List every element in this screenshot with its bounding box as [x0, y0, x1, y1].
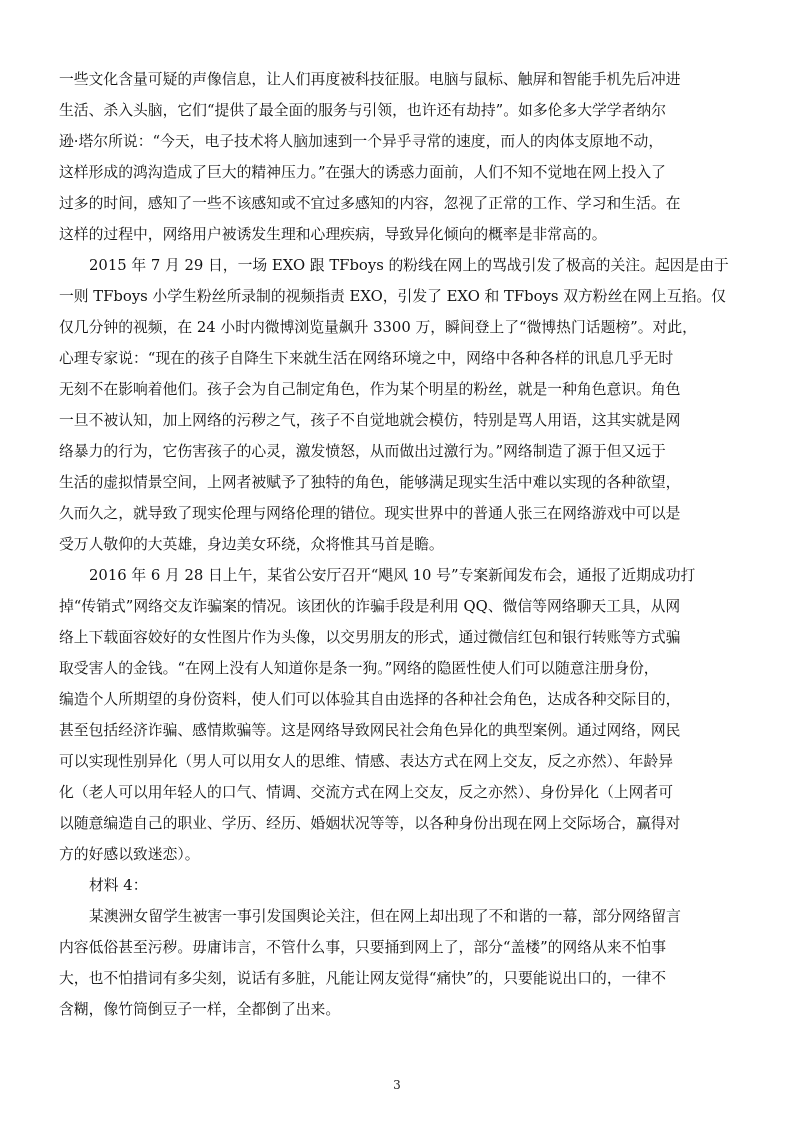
text-line: 大，也不怕措词有多尖刻，说话有多脏，凡能让网友觉得“痛快”的，只要能说出口的，一律不 [59, 970, 667, 987]
text-line: 心理专家说：“现在的孩子自降生下来就生活在网络环境之中，网络中各种各样的讯息几乎无时 [59, 350, 674, 367]
text-line: 一则 TFboys 小学生粉丝所录制的视频指责 EXO，引发了 EXO 和 TFboys 双方粉丝在网上互掐。仅 [59, 288, 726, 305]
text-line: 方的好感以致迷恋）。 [59, 846, 200, 863]
section-heading: 材料 4： [89, 877, 148, 894]
text-line: 逊·塔尔所说：“今天，电子技术将人脑加速到一个异乎寻常的速度，而人的肉体支原地不动， [59, 133, 664, 150]
text-line: 含糊，像竹筒倒豆子一样，全都倒了出来。 [59, 1001, 341, 1018]
text-line: 这样的过程中，网络用户被诱发生理和心理疾病，导致异化倾向的概率是非常高的。 [59, 226, 607, 243]
text-line: 编造个人所期望的身份资料，使人们可以体验其自由选择的各种社会角色，达成各种交际目的， [59, 691, 681, 708]
text-line: 一旦不被认知，加上网络的污秽之气，孩子不自觉地就会模仿，特别是骂人用语，这其实就是网 [59, 412, 681, 429]
body-text [59, 64, 739, 1025]
text-line: 久而久之，就导致了现实伦理与网络伦理的错位。现实世界中的普通人张三在网络游戏中可以是 [59, 505, 681, 522]
text-line: 络上下载面容姣好的女性图片作为头像，以交男朋友的形式，通过微信红包和银行转账等方式骗 [59, 629, 681, 646]
paragraph-start-line: 2015 年 7 月 29 日，一场 EXO 跟 TFboys 的粉线在网上的骂战引发了极高的关注。起因是由于 [89, 257, 729, 274]
text-line: 受万人敬仰的大英雄，身边美女环绕，众将惟其马首是瞻。 [59, 536, 444, 553]
text-line: 仅几分钟的视频，在 24 小时内微博浏览量飙升 3300 万，瞬间登上了“微博热门话题榜”。对此， [59, 319, 697, 336]
text-line: 内容低俗甚至污秽。毋庸讳言，不管什么事，只要捅到网上了，部分“盖楼”的网络从来不怕事 [59, 939, 667, 956]
text-line: 掉“传销式”网络交友诈骗案的情况。该团伙的诈骗手段是利用 QQ、微信等网络聊天工具，从网 [59, 598, 681, 615]
text-line: 可以实现性别异化（男人可以用女人的思维、情感、表达方式在网上交友，反之亦然）、年龄异 [59, 753, 674, 770]
page-number: 3 [393, 1078, 401, 1092]
text-line: 甚至包括经济诈骗、感情欺骗等。这是网络导致网民社会角色异化的典型案例。通过网络，网民 [59, 722, 681, 739]
text-line: 一些文化含量可疑的声像信息，让人们再度被科技征服。电脑与鼠标、触屏和智能手机先后冲进 [59, 71, 681, 88]
text-line: 生活的虚拟情景空间，上网者被赋予了独特的角色，能够满足现实生活中难以实现的各种欲望， [59, 474, 681, 491]
paragraph-start-line: 某澳洲女留学生被害一事引发国舆论关注，但在网上却出现了不和谐的一幕，部分网络留言 [89, 908, 681, 925]
text-line: 这样形成的鸿沟造成了巨大的精神压力。”在强大的诱惑力面前，人们不知不觉地在网上投入了 [59, 164, 666, 181]
text-line: 过多的时间，感知了一些不该感知或不宜过多感知的内容，忽视了正常的工作、学习和生活。在 [59, 195, 681, 212]
text-line: 无刻不在影响着他们。孩子会为自己制定角色，作为某个明星的粉丝，就是一种角色意识。角色 [59, 381, 681, 398]
text-line: 取受害人的金钱。“在网上没有人知道你是条一狗。”网络的隐匿性使人们可以随意注册身份， [59, 660, 659, 677]
text-line: 以随意编造自己的职业、学历、经历、婚姻状况等等，以各种身份出现在网上交际场合，赢得对 [59, 815, 681, 832]
text-line: 络暴力的行为，它伤害孩子的心灵，激发愤怒，从而做出过激行为。”网络制造了源于但又远于 [59, 443, 666, 460]
text-line: 化（老人可以用年轻人的口气、情调、交流方式在网上交友，反之亦然）、身份异化（上网者可 [59, 784, 674, 801]
text-line: 生活、杀入头脑，它们“提供了最全面的服务与引领，也许还有劫持”。如多伦多大学学者纳尔 [59, 102, 667, 119]
paragraph-start-line: 2016 年 6 月 28 日上午，某省公安厅召开“飓风 10 号”专案新闻发布会，通报了近期成功打 [89, 567, 696, 584]
